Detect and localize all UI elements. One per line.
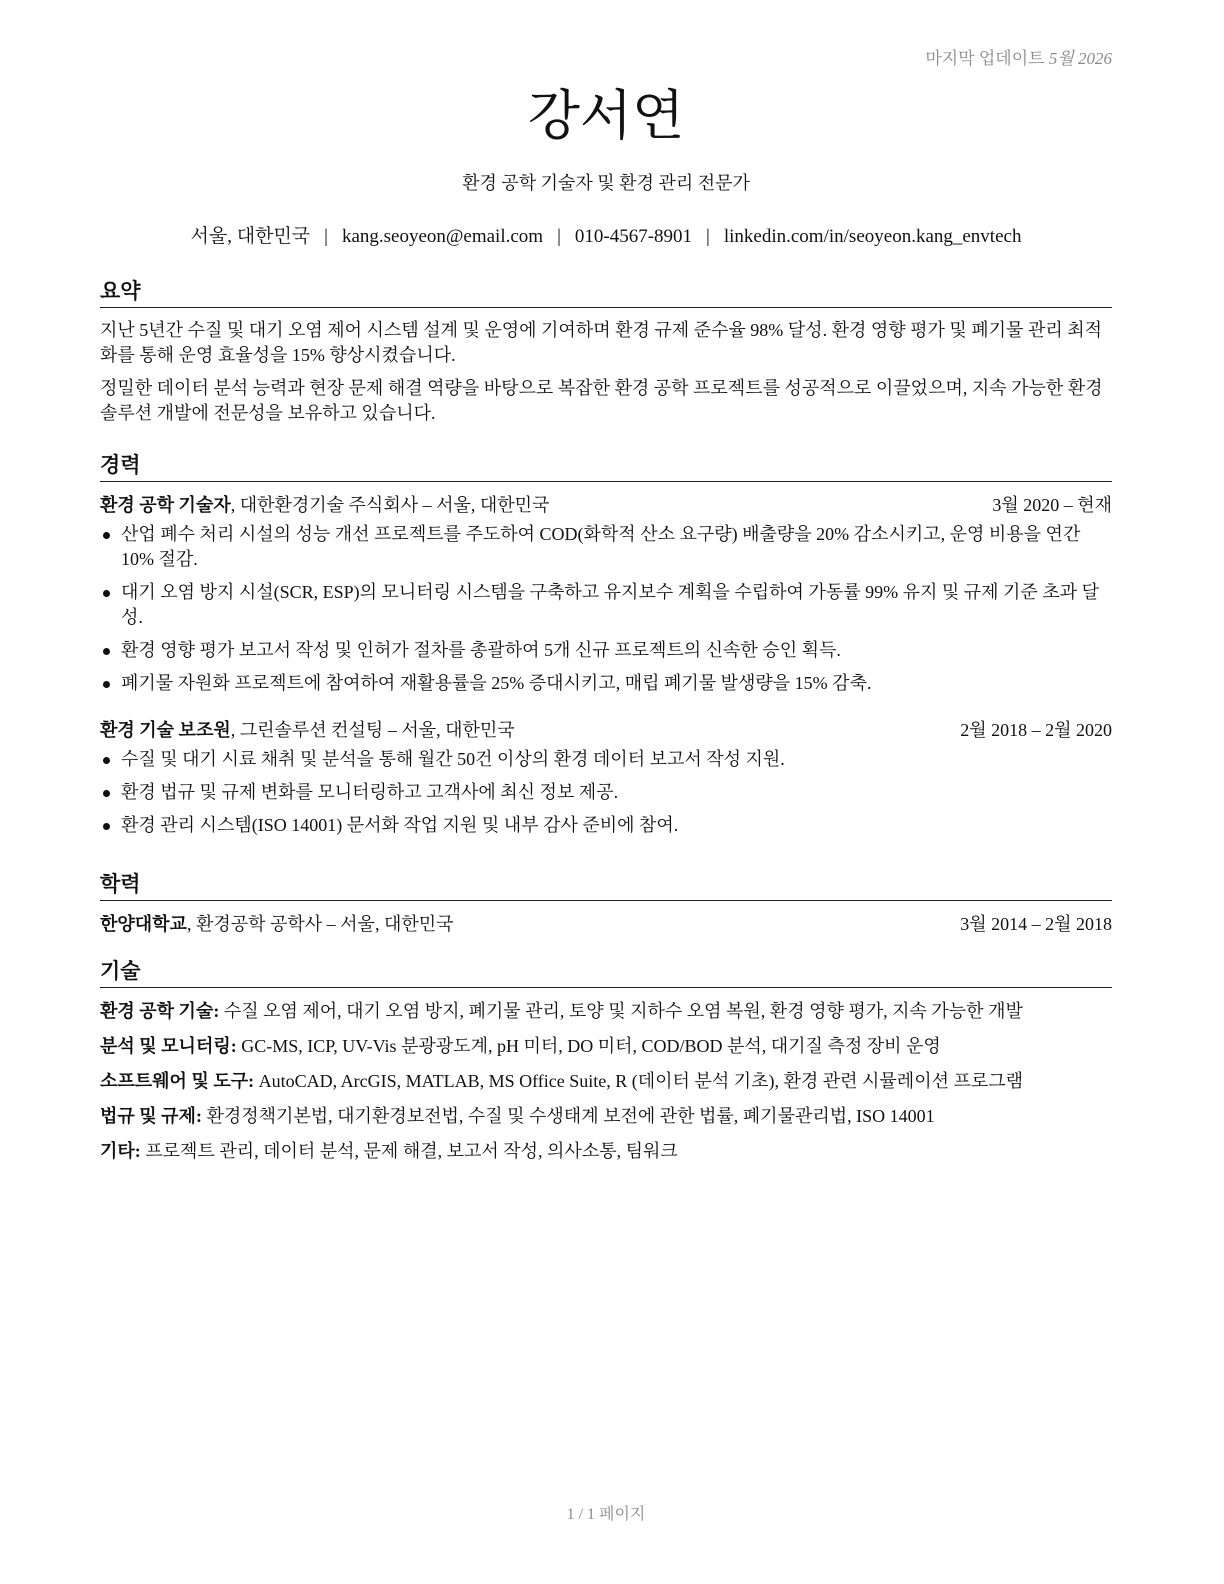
- page-number: 1 / 1 페이지: [566, 1506, 646, 1523]
- education-section: [100, 869, 1112, 937]
- last-updated-date: 5월 2026: [1048, 49, 1112, 68]
- list-item: 환경 법규 및 규제 변화를 모니터링하고 고객사에 최신 정보 제공.: [100, 780, 1112, 805]
- section-title-summary: 요약: [100, 276, 1112, 308]
- last-updated-prefix: 마지막 업데이트: [925, 49, 1045, 68]
- skill-row: [100, 1103, 1112, 1129]
- contact-phone: 010-4567-8901: [574, 226, 693, 247]
- list-item: 산업 폐수 처리 시설의 성능 개선 프로젝트를 주도하여 COD(화학적 산소 요구량) 배출량을 20% 감소시키고, 운영 비용을 연간 10% 절감.: [100, 522, 1112, 572]
- summary-paragraph: 지난 5년간 수질 및 대기 오염 제어 시스템 설계 및 운영에 기여하며 환경 규제 준수율 98% 달성. 환경 영향 평가 및 폐기물 관리 최적화를 통해 운영 효율성을 15% 향상시켰습니다.: [100, 320, 1103, 365]
- skill-text: GC-MS, ICP, UV-Vis 분광광도계, pH 미터, DO 미터, COD/BOD 분석, 대기질 측정 장비 운영: [236, 1036, 941, 1056]
- job-bullets: [100, 522, 1112, 696]
- job-entry: [100, 492, 1112, 696]
- skill-row: [100, 1068, 1112, 1094]
- skill-text: 수질 오염 제어, 대기 오염 방지, 폐기물 관리, 토양 및 지하수 오염 복원, 환경 영향 평가, 지속 가능한 개발: [219, 1001, 1023, 1021]
- candidate-title: 환경 공학 기술자 및 환경 관리 전문가: [462, 173, 750, 193]
- summary-paragraph: 정밀한 데이터 분석 능력과 현장 문제 해결 역량을 바탕으로 복잡한 환경 공학 프로젝트를 성공적으로 이끌었으며, 지속 가능한 환경 솔루션 개발에 전문성을 보유하고 있습니다.: [100, 378, 1103, 423]
- contact-email[interactable]: kang.seoyeon@email.com: [341, 226, 544, 247]
- education-entry: [100, 911, 1112, 937]
- section-title-education: 학력: [100, 869, 1112, 901]
- skill-label: 분석 및 모니터링:: [100, 1036, 237, 1056]
- job-bullets: [100, 747, 1112, 838]
- job-org: , 그린솔루션 컨설팅 – 서울, 대한민국: [230, 720, 515, 740]
- list-item: 환경 영향 평가 보고서 작성 및 인허가 절차를 총괄하여 5개 신규 프로젝트의 신속한 승인 획득.: [100, 638, 1112, 663]
- skill-text: 프로젝트 관리, 데이터 분석, 문제 해결, 보고서 작성, 의사소통, 팀워크: [140, 1141, 678, 1161]
- list-item: 폐기물 자원화 프로젝트에 참여하여 재활용률을 25% 증대시키고, 매립 폐기물 발생량을 15% 감축.: [100, 671, 1112, 696]
- section-title-experience: 경력: [100, 450, 1112, 482]
- education-school: 한양대학교: [100, 914, 187, 934]
- job-dates: 3월 2020 – 현재: [992, 495, 1112, 515]
- skill-label: 법규 및 규제:: [100, 1106, 202, 1126]
- skill-label: 기타:: [100, 1141, 141, 1161]
- contact-separator: |: [706, 226, 710, 247]
- job-dates: 2월 2018 – 2월 2020: [960, 720, 1112, 740]
- skill-row: [100, 1033, 1112, 1059]
- contact-separator: |: [324, 226, 328, 247]
- skill-row: [100, 998, 1112, 1024]
- job-org: , 대한환경기술 주식회사 – 서울, 대한민국: [230, 495, 550, 515]
- contact-location: 서울, 대한민국: [190, 226, 311, 247]
- skills-section: [100, 956, 1112, 1173]
- section-title-skills: 기술: [100, 956, 1112, 988]
- education-dates: 3월 2014 – 2월 2018: [960, 914, 1112, 934]
- contact-separator: |: [557, 226, 561, 247]
- job-header: [100, 717, 1112, 743]
- job-role: 환경 기술 보조원: [100, 720, 231, 740]
- list-item: 수질 및 대기 시료 채취 및 분석을 통해 월간 50건 이상의 환경 데이터 보고서 작성 지원.: [100, 747, 1112, 772]
- list-item: 환경 관리 시스템(ISO 14001) 문서화 작업 지원 및 내부 감사 준비에 참여.: [100, 813, 1112, 838]
- last-updated: [925, 44, 1112, 69]
- skill-text: 환경정책기본법, 대기환경보전법, 수질 및 수생태계 보전에 관한 법률, 폐기물관리법, ISO 14001: [201, 1106, 935, 1126]
- job-entry: [100, 717, 1112, 838]
- job-header: [100, 492, 1112, 518]
- skill-text: AutoCAD, ArcGIS, MATLAB, MS Office Suite, R (데이터 분석 기초), 환경 관련 시뮬레이션 프로그램: [254, 1071, 1024, 1091]
- skill-label: 소프트웨어 및 도구:: [100, 1071, 255, 1091]
- contact-line: [100, 224, 1112, 250]
- list-item: 대기 오염 방지 시설(SCR, ESP)의 모니터링 시스템을 구축하고 유지보수 계획을 수립하여 가동률 99% 유지 및 규제 기준 초과 달성.: [100, 580, 1112, 630]
- job-role: 환경 공학 기술자: [100, 495, 231, 515]
- skill-row: [100, 1138, 1112, 1164]
- summary-section: [100, 276, 1112, 434]
- resume-page: [100, 0, 1112, 1584]
- contact-linkedin[interactable]: linkedin.com/in/seoyeon.kang_envtech: [723, 226, 1022, 247]
- skill-label: 환경 공학 기술:: [100, 1001, 220, 1021]
- experience-section: [100, 450, 1112, 846]
- education-detail: , 환경공학 공학사 – 서울, 대한민국: [186, 914, 454, 934]
- candidate-name: 강서연: [527, 84, 685, 147]
